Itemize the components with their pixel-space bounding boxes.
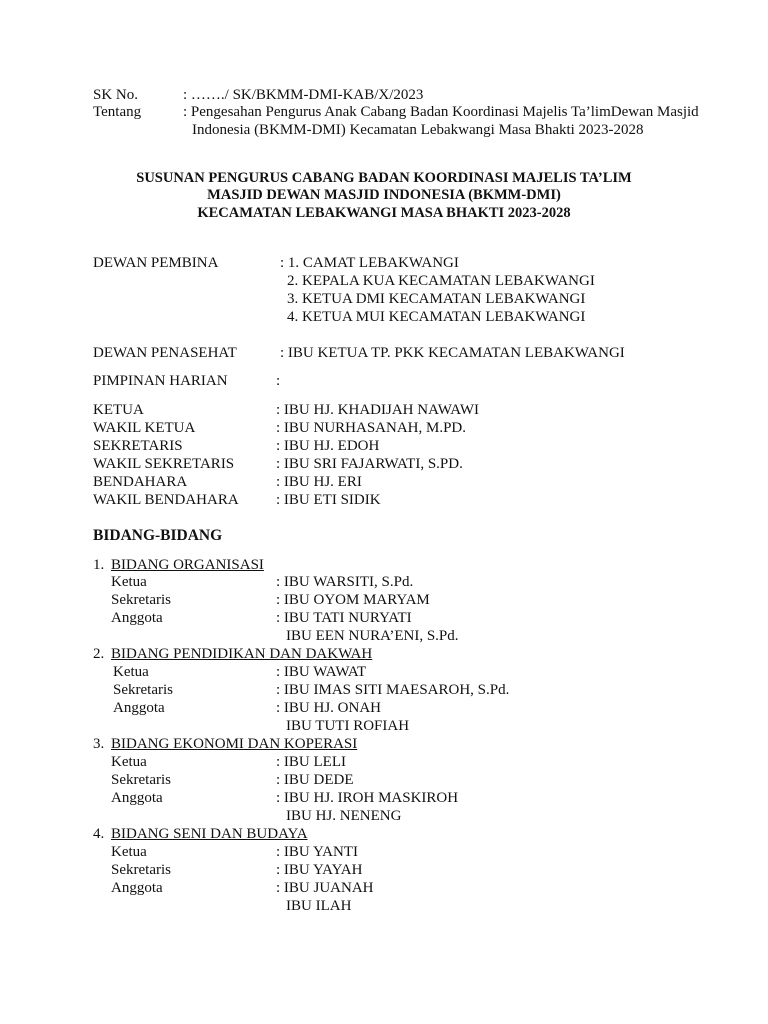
role-name: : IBU HJ. ERI bbox=[276, 474, 362, 490]
role-label: SEKRETARIS bbox=[93, 438, 183, 454]
sk-label: SK No. bbox=[93, 87, 139, 103]
tentang-line-2: Indonesia (BKMM-DMI) Kecamatan Lebakwangi Masa Bhakti 2023-2028 bbox=[192, 122, 644, 138]
ketua-label: Ketua bbox=[111, 574, 147, 590]
dewan-pembina-item: 4. KETUA MUI KECAMATAN LEBAKWANGI bbox=[287, 309, 586, 325]
ketua-name: : IBU WAWAT bbox=[276, 664, 367, 680]
tentang-line-1: : Pengesahan Pengurus Anak Cabang Badan Koordinasi Majelis Ta’limDewan Masjid bbox=[183, 104, 699, 120]
dewan-pembina-label: DEWAN PEMBINA bbox=[93, 255, 219, 271]
anggota-label: Anggota bbox=[111, 610, 163, 626]
title-line-1: SUSUNAN PENGURUS CABANG BADAN KOORDINASI MAJELIS TA’LIM bbox=[136, 170, 632, 186]
role-name: : IBU HJ. KHADIJAH NAWAWI bbox=[276, 402, 479, 418]
bidang-title: BIDANG SENI DAN BUDAYA bbox=[111, 826, 308, 842]
role-name: : IBU SRI FAJARWATI, S.PD. bbox=[276, 456, 463, 472]
role-name: : IBU NURHASANAH, M.PD. bbox=[276, 420, 467, 436]
bidang-number: 2. bbox=[93, 646, 105, 662]
ketua-name: : IBU LELI bbox=[276, 754, 346, 770]
role-name: : IBU ETI SIDIK bbox=[276, 492, 381, 508]
ketua-name: : IBU YANTI bbox=[276, 844, 358, 860]
sekretaris-name: : IBU IMAS SITI MAESAROH, S.Pd. bbox=[276, 682, 510, 698]
sekretaris-label: Sekretaris bbox=[113, 682, 173, 698]
role-label: WAKIL SEKRETARIS bbox=[93, 456, 235, 472]
dewan-pembina-item: : 1. CAMAT LEBAKWANGI bbox=[280, 255, 459, 271]
sk-value: : ……./ SK/BKMM-DMI-KAB/X/2023 bbox=[183, 87, 424, 103]
ketua-label: Ketua bbox=[113, 664, 149, 680]
anggota-name: IBU TUTI ROFIAH bbox=[286, 718, 410, 734]
sekretaris-label: Sekretaris bbox=[111, 772, 171, 788]
anggota-name: IBU HJ. NENENG bbox=[286, 808, 402, 824]
bidang-number: 4. bbox=[93, 826, 105, 842]
anggota-name: : IBU JUANAH bbox=[276, 880, 374, 896]
dewan-pembina-item: 2. KEPALA KUA KECAMATAN LEBAKWANGI bbox=[287, 273, 595, 289]
sekretaris-label: Sekretaris bbox=[111, 862, 171, 878]
title-line-2: MASJID DEWAN MASJID INDONESIA (BKMM-DMI) bbox=[207, 187, 561, 203]
role-label: WAKIL BENDAHARA bbox=[93, 492, 239, 508]
anggota-name: : IBU HJ. ONAH bbox=[276, 700, 381, 716]
role-name: : IBU HJ. EDOH bbox=[276, 438, 380, 454]
anggota-label: Anggota bbox=[111, 880, 163, 896]
bidang-heading: BIDANG-BIDANG bbox=[93, 527, 223, 544]
ketua-label: Ketua bbox=[111, 844, 147, 860]
sekretaris-label: Sekretaris bbox=[111, 592, 171, 608]
pimpinan-harian-colon: : bbox=[276, 373, 281, 389]
sekretaris-name: : IBU DEDE bbox=[276, 772, 354, 788]
ketua-name: : IBU WARSITI, S.Pd. bbox=[276, 574, 414, 590]
dewan-penasehat-value: : IBU KETUA TP. PKK KECAMATAN LEBAKWANGI bbox=[280, 345, 625, 361]
tentang-label: Tentang bbox=[93, 104, 142, 120]
bidang-number: 1. bbox=[93, 557, 105, 573]
dewan-penasehat-label: DEWAN PENASEHAT bbox=[93, 345, 237, 361]
bidang-title: BIDANG PENDIDIKAN DAN DAKWAH bbox=[111, 646, 373, 662]
anggota-name: IBU ILAH bbox=[286, 898, 352, 914]
role-label: WAKIL KETUA bbox=[93, 420, 196, 436]
anggota-name: : IBU HJ. IROH MASKIROH bbox=[276, 790, 459, 806]
anggota-label: Anggota bbox=[111, 790, 163, 806]
role-label: KETUA bbox=[93, 402, 144, 418]
bidang-title: BIDANG ORGANISASI bbox=[111, 557, 264, 573]
anggota-name: IBU EEN NURA’ENI, S.Pd. bbox=[286, 628, 459, 644]
ketua-label: Ketua bbox=[111, 754, 147, 770]
pimpinan-harian-label: PIMPINAN HARIAN bbox=[93, 373, 228, 389]
sekretaris-name: : IBU YAYAH bbox=[276, 862, 363, 878]
dewan-pembina-item: 3. KETUA DMI KECAMATAN LEBAKWANGI bbox=[287, 291, 586, 307]
sekretaris-name: : IBU OYOM MARYAM bbox=[276, 592, 430, 608]
title-line-3: KECAMATAN LEBAKWANGI MASA BHAKTI 2023-2028 bbox=[197, 205, 571, 221]
anggota-name: : IBU TATI NURYATI bbox=[276, 610, 412, 626]
anggota-label: Anggota bbox=[113, 700, 165, 716]
bidang-number: 3. bbox=[93, 736, 105, 752]
role-label: BENDAHARA bbox=[93, 474, 188, 490]
bidang-title: BIDANG EKONOMI DAN KOPERASI bbox=[111, 736, 358, 752]
